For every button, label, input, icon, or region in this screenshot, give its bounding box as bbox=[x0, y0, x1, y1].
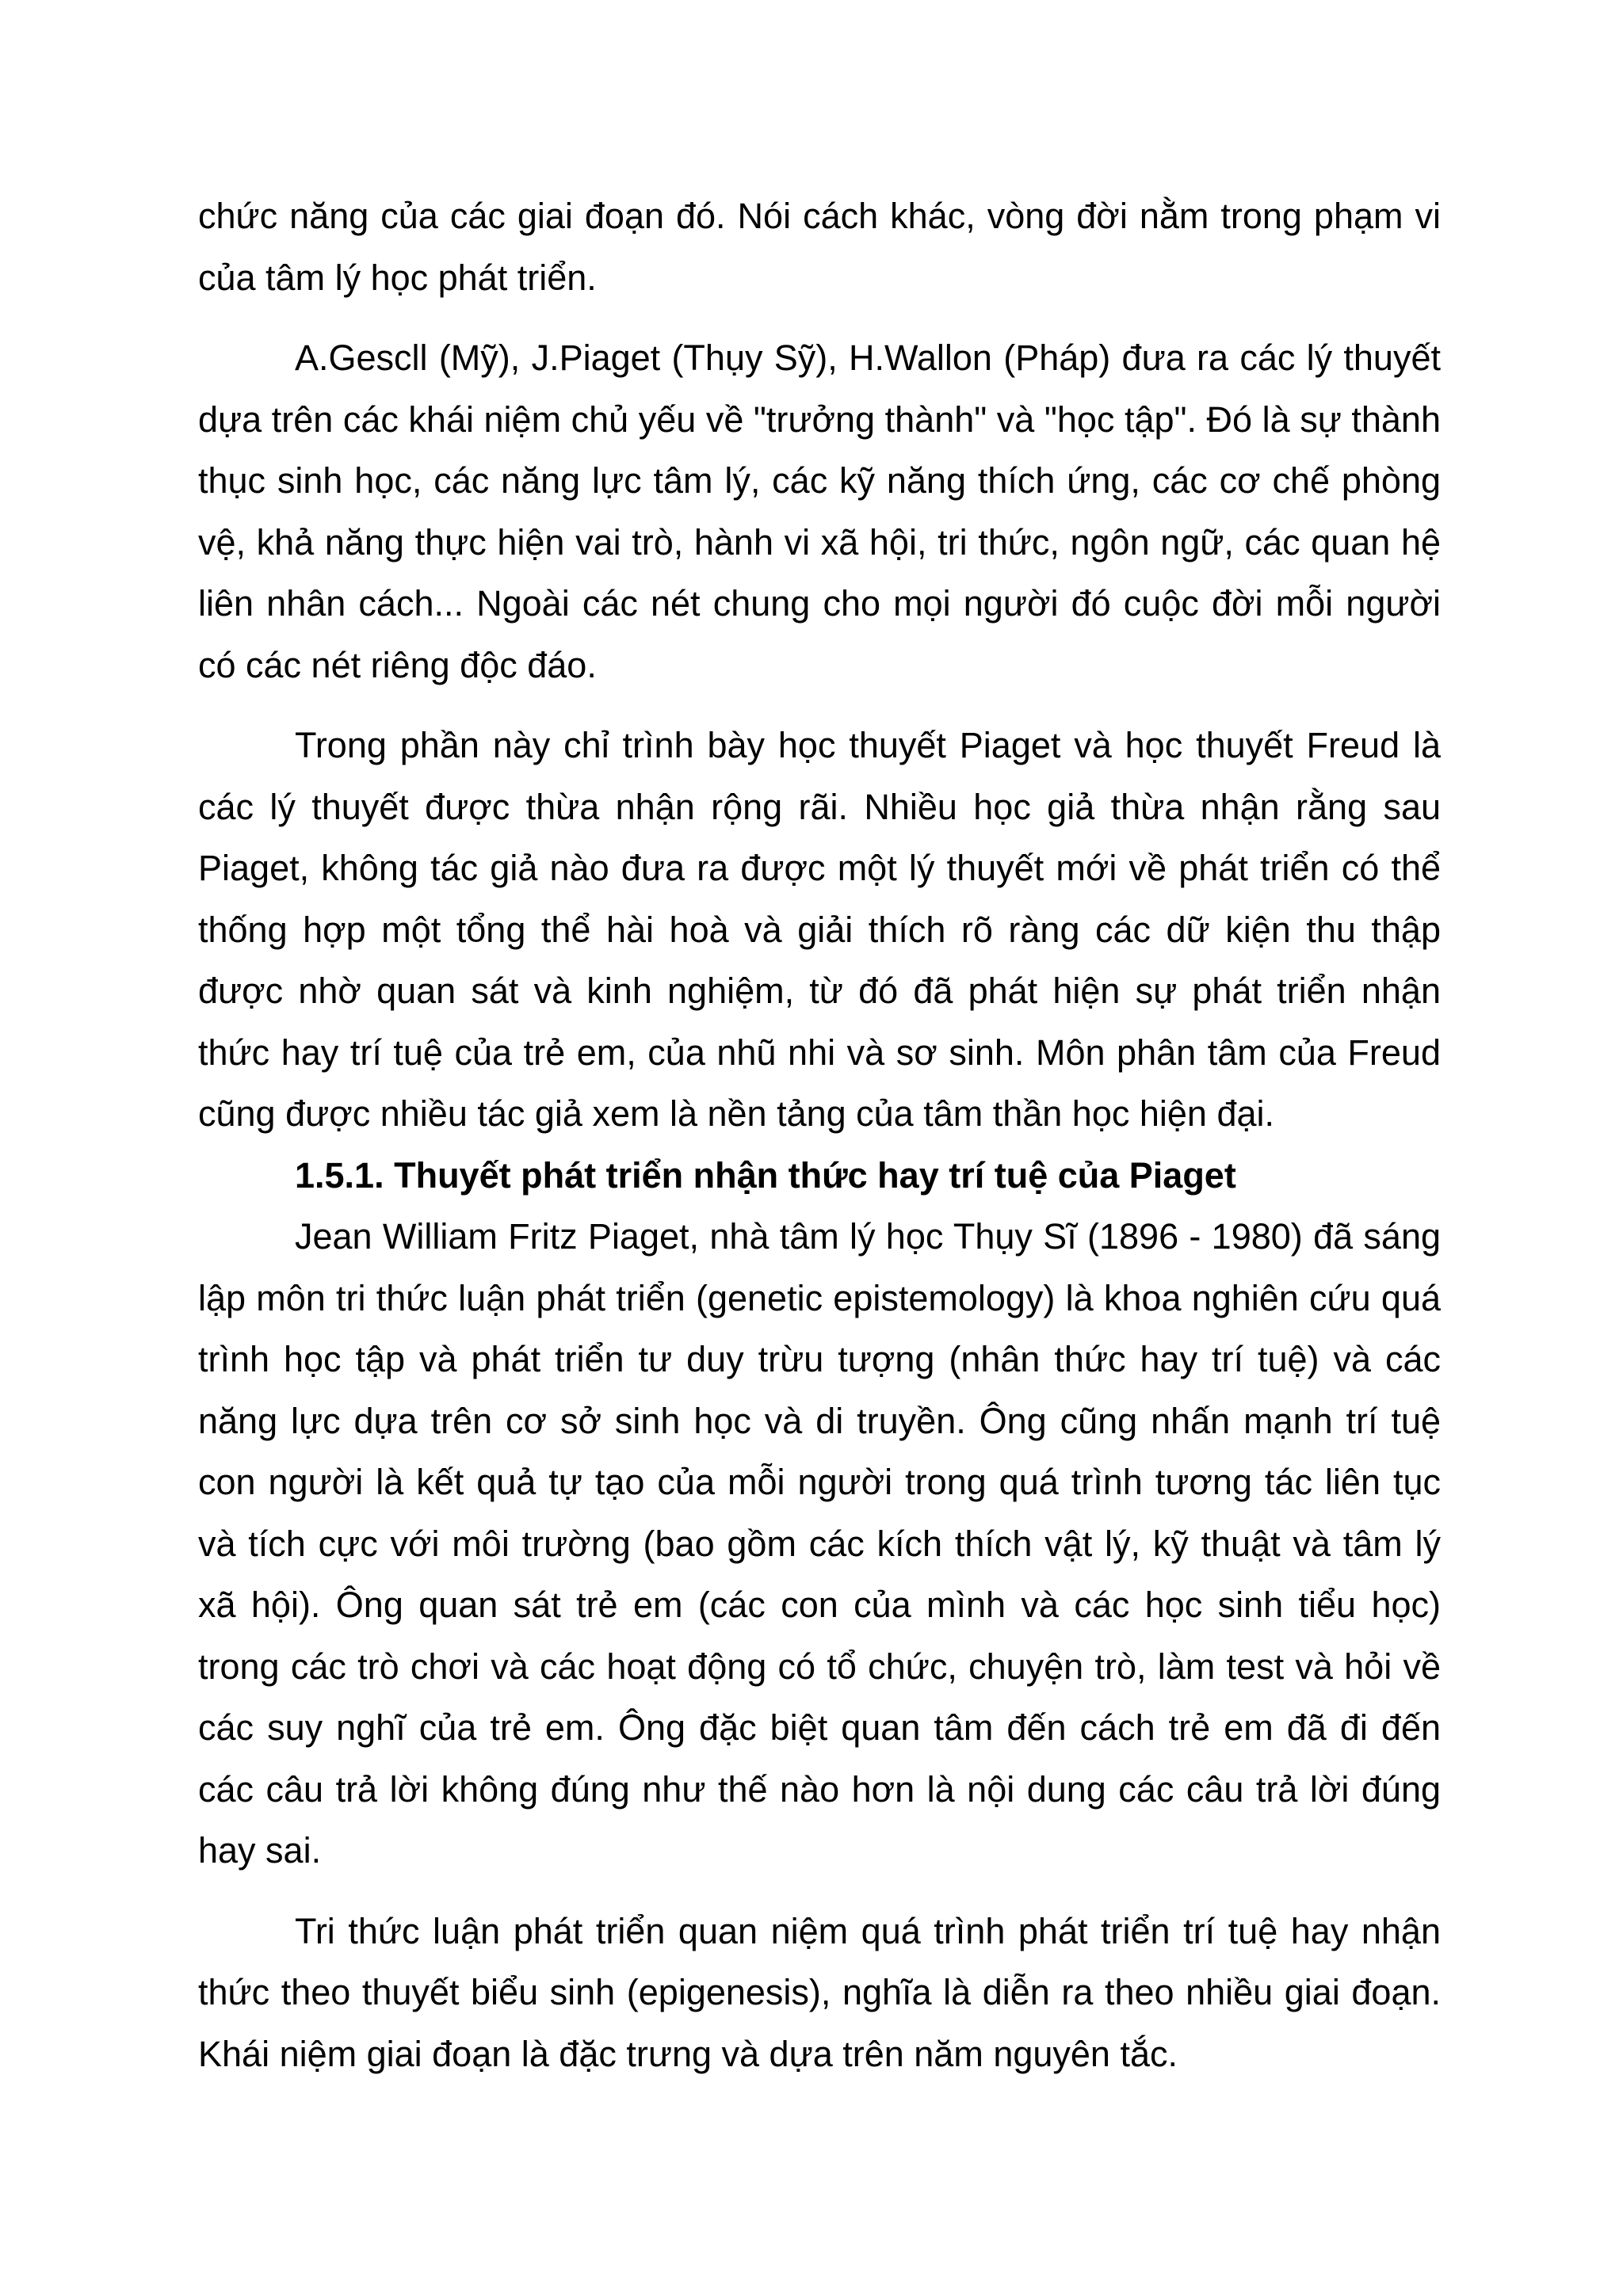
paragraph-epigenesis: Tri thức luận phát triển quan niệm quá trình phát triển trí tuệ hay nhận thức theo thuyết biểu sinh (epigenesis), nghĩa là diễn ra theo nhiều giai đoạn. Khái niệm giai đoạn là đặc trưng và dựa trên năm nguyên tắc. bbox=[198, 1910, 1441, 2074]
paragraph-theories: A.Gescll (Mỹ), J.Piaget (Thụy Sỹ), H.Wallon (Pháp) đưa ra các lý thuyết dựa trên các khái niệm chủ yếu về "trưởng thành" và "học tập". Đó là sự thành thục sinh học, các năng lực tâm lý, các kỹ năng thích ứng, các cơ chế phòng vệ, khả năng thực hiện vai trò, hành vi xã hội, tri thức, ngôn ngữ, các quan hệ liên nhân cách... Ngoài các nét chung cho mọi người đó cuộc đời mỗi người có các nét riêng độc đáo. bbox=[198, 338, 1441, 685]
paragraph-piaget-bio: Jean William Fritz Piaget, nhà tâm lý học Thụy Sĩ (1896 - 1980) đã sáng lập môn tri thức luận phát triển (genetic epistemology) là khoa nghiên cứu quá trình học tập và phát triển tư duy trừu tượng (nhân thức hay trí tuệ) và các năng lực dựa trên cơ sở sinh học và di truyền. Ông cũng nhấn mạnh trí tuệ con người là kết quả tự tạo của mỗi người trong quá trình tương tác liên tục và tích cực với môi trường (bao gồm các kích thích vật lý, kỹ thuật và tâm lý xã hội). Ông quan sát trẻ em (các con của mình và các học sinh tiểu học) trong các trò chơi và các hoạt động có tổ chức, chuyện trò, làm test và hỏi về các suy nghĩ của trẻ em. Ông đặc biệt quan tâm đến cách trẻ em đã đi đến các câu trả lời không đúng như thế nào hơn là nội dung các câu trả lời đúng hay sai. bbox=[198, 1216, 1441, 1871]
document-page bbox=[198, 185, 1441, 2084]
paragraph-continuation: chức năng của các giai đoạn đó. Nói cách khác, vòng đời nằm trong phạm vi của tâm lý học phát triển. bbox=[198, 196, 1441, 298]
paragraph-piaget-freud: Trong phần này chỉ trình bày học thuyết Piaget và học thuyết Freud là các lý thuyết được thừa nhận rộng rãi. Nhiều học giả thừa nhận rằng sau Piaget, không tác giả nào đưa ra được một lý thuyết mới về phát triển có thể thống hợp một tổng thể hài hoà và giải thích rõ ràng các dữ kiện thu thập được nhờ quan sát và kinh nghiệm, từ đó đã phát hiện sự phát triển nhận thức hay trí tuệ của trẻ em, của nhũ nhi và sơ sinh. Môn phân tâm của Freud cũng được nhiều tác giả xem là nền tảng của tâm thần học hiện đại. bbox=[198, 725, 1441, 1134]
section-heading: 1.5.1. Thuyết phát triển nhận thức hay trí tuệ của Piaget bbox=[295, 1154, 1236, 1196]
